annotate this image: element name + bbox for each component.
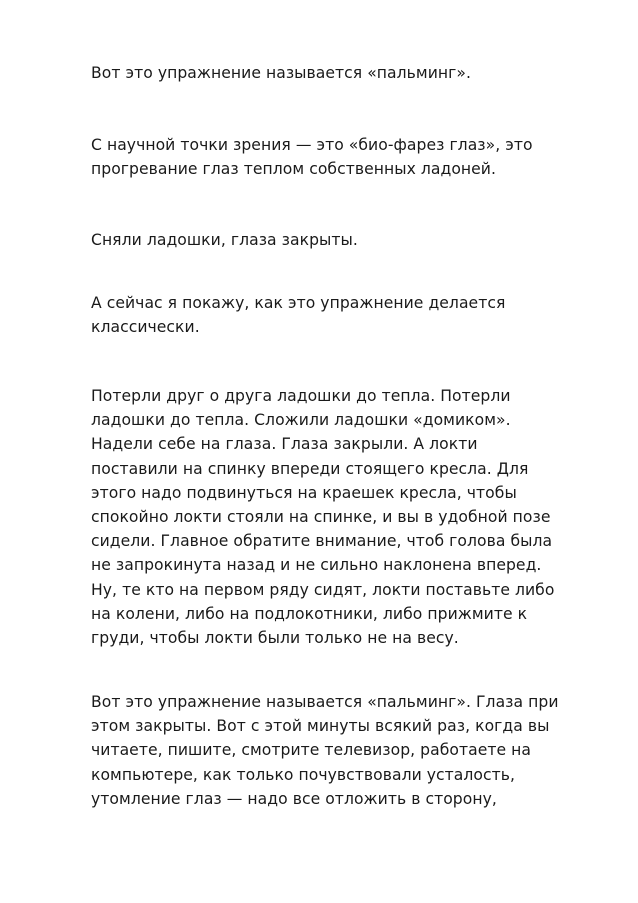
text-line: Сняли ладошки, глаза закрыты. (91, 231, 358, 249)
text-line: этого надо подвинуться на краешек кресла, чтобы (91, 483, 517, 502)
text-line: Потерли друг о друга ладошки до тепла. Потерли (91, 387, 511, 405)
text-line: сидели. Главное обратите внимание, чтоб голова была (91, 532, 553, 551)
text-line: на колени, либо на подлокотники, либо прижмите к (91, 604, 528, 623)
text-line: читаете, пишите, смотрите телевизор, работаете на (91, 741, 532, 760)
text-line: груди, чтобы локти были только не на весу. (91, 628, 459, 647)
text-line: утомление глаз — надо все отложить в сторону, (91, 789, 497, 808)
paragraph-1 (91, 61, 611, 85)
text-line: поставили на спинку впереди стоящего кресла. Для (91, 459, 529, 478)
text-line: прогревание глаз теплом собственных ладоней. (91, 160, 496, 179)
paragraph-5 (91, 384, 611, 650)
text-line: этом закрыты. Вот с этой минуты всякий раз, когда вы (91, 717, 550, 736)
text-line: не запрокинута назад и не сильно наклонена вперед. (91, 556, 542, 575)
text-line: спокойно локти стояли на спинке, и вы в удобной позе (91, 507, 551, 526)
text-line: Надели себе на глаза. Глаза закрыли. А локти (91, 435, 478, 454)
text-line: Вот это упражнение называется «пальминг». Глаза при (91, 693, 559, 711)
text-line: ладошки до тепла. Сложили ладошки «домиком». (91, 411, 511, 430)
paragraph-4 (91, 291, 611, 339)
paragraph-6 (91, 690, 611, 811)
text-line: С научной точки зрения — это «био-фарез глаз», это (91, 136, 533, 154)
text-line: компьютере, как только почувствовали усталость, (91, 765, 516, 784)
paragraph-2 (91, 133, 611, 181)
paragraph-3 (91, 228, 611, 252)
text-line: классически. (91, 318, 200, 337)
text-line: Ну, те кто на первом ряду сидят, локти поставьте либо (91, 580, 555, 599)
text-line: Вот это упражнение называется «пальминг». (91, 64, 471, 82)
text-line: А сейчас я покажу, как это упражнение делается (91, 294, 506, 312)
